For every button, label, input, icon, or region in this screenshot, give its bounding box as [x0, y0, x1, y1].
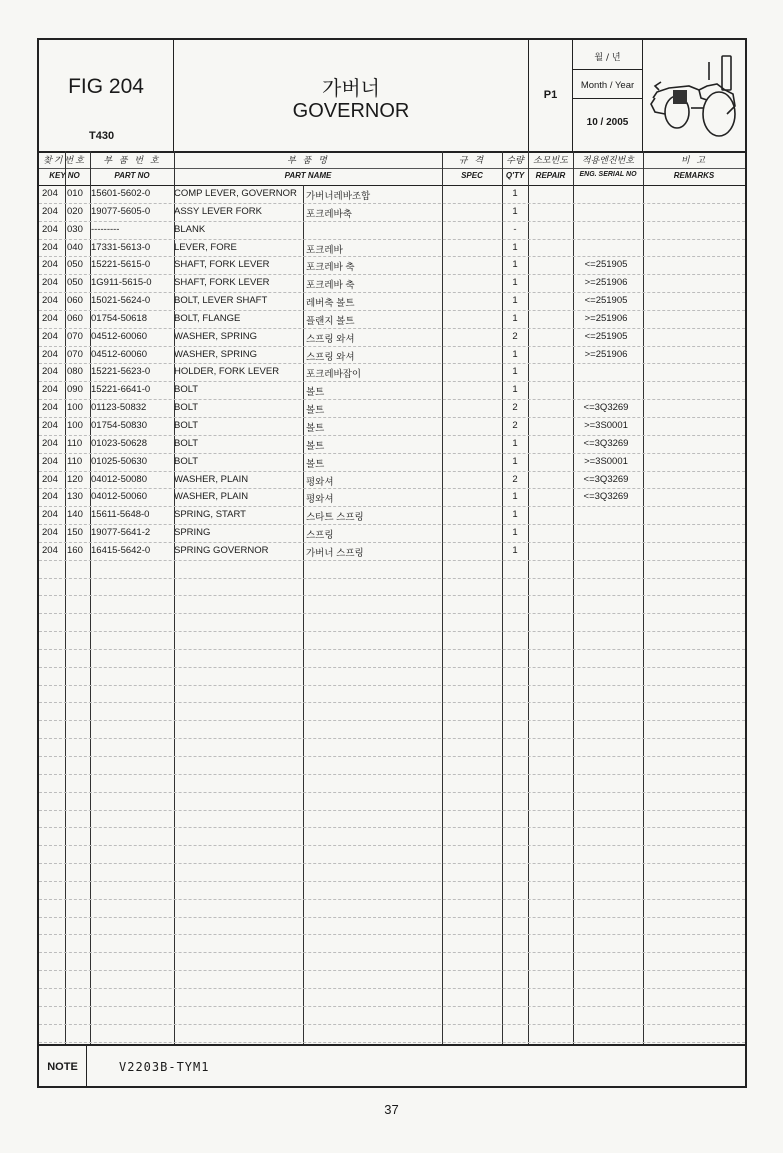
sub-no: 120 — [67, 473, 83, 485]
empty-row — [39, 632, 745, 650]
key-no: 204 — [42, 402, 58, 414]
part-name-korean: 스프링 와셔 — [306, 351, 355, 363]
part-name: BOLT, LEVER SHAFT — [174, 295, 268, 307]
empty-row — [39, 971, 745, 989]
empty-row — [39, 935, 745, 953]
quantity: 1 — [512, 527, 518, 539]
key-no: 204 — [42, 366, 58, 378]
divider — [573, 69, 642, 70]
quantity: 1 — [512, 295, 518, 307]
model-code: T430 — [89, 130, 115, 142]
part-no: 15611-5648-0 — [91, 509, 150, 521]
col-repair: 소모빈도 REPAIR — [533, 156, 568, 180]
part-name-korean: 플랜지 볼트 — [306, 315, 355, 327]
part-no: 15221-5623-0 — [91, 366, 151, 378]
empty-row — [39, 650, 745, 668]
empty-row — [39, 668, 745, 686]
empty-row — [39, 579, 745, 597]
quantity: 1 — [512, 455, 518, 467]
part-name-korean: 볼트 — [306, 387, 325, 399]
note-section — [39, 1044, 745, 1088]
key-no: 204 — [42, 437, 58, 449]
col-part-name: 부 품 명 PART NAME — [284, 156, 332, 180]
sub-no: 040 — [67, 241, 83, 253]
engine-serial: >=251906 — [584, 277, 628, 289]
empty-row — [39, 1007, 745, 1025]
part-name: WASHER, PLAIN — [174, 491, 249, 503]
col-spec: 규 격 SPEC — [458, 156, 486, 180]
key-no: 204 — [42, 259, 58, 271]
part-name-korean: 볼트 — [306, 422, 325, 434]
part-name-korean: 포크레바 축 — [306, 262, 355, 274]
part-name-korean: 포크레바 축 — [306, 280, 355, 292]
empty-row — [39, 864, 745, 882]
title-cell — [174, 40, 529, 151]
part-name: SHAFT, FORK LEVER — [174, 277, 270, 289]
part-name-korean: 볼트 — [306, 440, 325, 452]
sub-no: 110 — [67, 455, 83, 467]
col-key-no: 찾기번호 KEY NO — [43, 156, 86, 180]
part-no: --------- — [91, 223, 120, 235]
key-no: 204 — [42, 419, 58, 431]
empty-row — [39, 721, 745, 739]
key-no: 204 — [42, 384, 58, 396]
quantity: 1 — [512, 491, 518, 503]
title-korean: 가버너 — [322, 76, 380, 100]
part-name-korean: 스프링 와셔 — [306, 333, 355, 345]
part-no: 04512-60060 — [91, 330, 147, 342]
empty-row — [39, 846, 745, 864]
part-no: 15021-5624-0 — [91, 295, 151, 307]
part-name-korean: 포크레바잡이 — [306, 369, 362, 381]
parts-table-body — [39, 186, 745, 1043]
key-no: 204 — [42, 277, 58, 289]
table-row — [39, 489, 745, 507]
quantity: 1 — [512, 544, 518, 556]
part-no: 1G911-5615-0 — [91, 277, 152, 289]
sub-no: 010 — [67, 188, 83, 199]
note-label: NOTE — [39, 1046, 87, 1088]
empty-row — [39, 989, 745, 1007]
sub-no: 030 — [67, 223, 83, 235]
part-no: 15221-6641-0 — [91, 384, 151, 396]
part-name-korean: 볼트 — [306, 458, 325, 470]
quantity: 2 — [512, 473, 518, 485]
empty-row — [39, 703, 745, 721]
key-no: 204 — [42, 455, 58, 467]
part-no: 17331-5613-0 — [91, 241, 151, 253]
col-part-no: 부 품 번 호 PART NO — [103, 156, 161, 180]
sub-no: 050 — [67, 259, 83, 271]
part-name: BOLT — [174, 455, 199, 467]
sub-no: 060 — [67, 295, 83, 307]
table-row — [39, 240, 745, 258]
key-no: 204 — [42, 295, 58, 307]
empty-row — [39, 596, 745, 614]
sub-no: 080 — [67, 366, 83, 378]
sub-no: 020 — [67, 205, 83, 217]
engine-serial: <=3Q3269 — [583, 473, 629, 485]
quantity: 1 — [512, 366, 518, 378]
part-name-korean: 스프링 — [306, 530, 334, 542]
issue-date: 10 / 2005 — [586, 117, 629, 128]
table-row — [39, 257, 745, 275]
table-row — [39, 347, 745, 365]
empty-row — [39, 561, 745, 579]
part-name: SPRING GOVERNOR — [174, 544, 269, 556]
part-no: 04012-50080 — [91, 473, 147, 485]
quantity: 1 — [512, 205, 518, 217]
part-name-korean: 볼트 — [306, 405, 325, 417]
part-no: 15601-5602-0 — [91, 188, 151, 199]
key-no: 204 — [42, 491, 58, 503]
table-row — [39, 311, 745, 329]
col-qty: 수량 Q'TY — [505, 156, 525, 180]
empty-row — [39, 900, 745, 918]
part-name: LEVER, FORE — [174, 241, 237, 253]
key-no: 204 — [42, 527, 58, 539]
table-row — [39, 329, 745, 347]
table-row — [39, 507, 745, 525]
part-name: SHAFT, FORK LEVER — [174, 259, 270, 271]
key-no: 204 — [42, 223, 58, 235]
engine-serial: >=3S0001 — [584, 455, 628, 467]
empty-row — [39, 811, 745, 829]
part-name-korean: 가버너레바조합 — [306, 191, 371, 202]
part-name: SPRING, START — [174, 509, 246, 521]
table-row — [39, 454, 745, 472]
illustration-cell — [643, 40, 745, 151]
empty-row — [39, 918, 745, 936]
key-no: 204 — [42, 348, 58, 360]
sub-no: 090 — [67, 384, 83, 396]
quantity: 1 — [512, 188, 518, 199]
part-no: 19077-5641-2 — [91, 527, 151, 539]
part-name-korean: 포크레바축 — [306, 208, 352, 220]
part-name-korean: 포크레바 — [306, 244, 343, 256]
part-no: 01023-50628 — [91, 437, 147, 449]
part-name: WASHER, PLAIN — [174, 473, 249, 485]
sub-no: 070 — [67, 330, 83, 342]
parts-list-sheet — [37, 38, 747, 1088]
part-no: 01754-50830 — [91, 419, 147, 431]
key-no: 204 — [42, 544, 58, 556]
part-name: BLANK — [174, 223, 206, 235]
table-header — [39, 151, 745, 186]
part-name-korean: 평와셔 — [306, 494, 334, 506]
empty-row — [39, 828, 745, 846]
empty-row — [39, 793, 745, 811]
table-row — [39, 472, 745, 490]
part-name-korean: 평와셔 — [306, 476, 334, 488]
tractor-icon — [647, 50, 741, 142]
sub-no: 130 — [67, 491, 83, 503]
sheet-header — [39, 40, 745, 153]
part-name-korean: 가버너 스프링 — [306, 547, 364, 559]
part-no: 01123-50832 — [91, 402, 147, 414]
part-no: 19077-5605-0 — [91, 205, 151, 217]
engine-serial: <=3Q3269 — [583, 402, 629, 414]
part-name: ASSY LEVER FORK — [174, 205, 262, 217]
title-english: GOVERNOR — [292, 100, 410, 122]
empty-row — [39, 739, 745, 757]
quantity: 1 — [512, 312, 518, 324]
sub-no: 100 — [67, 419, 83, 431]
part-name-korean: 스타트 스프링 — [306, 512, 364, 524]
key-no: 204 — [42, 188, 58, 199]
quantity: - — [513, 223, 517, 235]
quantity: 1 — [512, 277, 518, 289]
engine-serial: <=251905 — [584, 295, 628, 307]
key-no: 204 — [42, 330, 58, 342]
table-row — [39, 222, 745, 240]
month-year-cell — [573, 40, 643, 151]
quantity: 1 — [512, 384, 518, 396]
part-name: WASHER, SPRING — [174, 348, 258, 360]
part-no: 01025-50630 — [91, 455, 147, 467]
table-row — [39, 525, 745, 543]
part-no: 04012-50060 — [91, 491, 147, 503]
part-name-korean: 레버축 볼트 — [306, 298, 355, 310]
page-code: P1 — [543, 89, 558, 101]
key-no: 204 — [42, 205, 58, 217]
engine-serial: <=3Q3269 — [583, 491, 629, 503]
sub-no: 050 — [67, 277, 83, 289]
table-row — [39, 204, 745, 222]
page-number: 37 — [384, 1102, 399, 1117]
note-value: V2203B-TYM1 — [119, 1060, 210, 1074]
empty-row — [39, 1025, 745, 1043]
quantity: 1 — [512, 437, 518, 449]
sub-no: 160 — [67, 544, 83, 556]
sub-no: 070 — [67, 348, 83, 360]
header-divider — [39, 168, 745, 169]
part-name: HOLDER, FORK LEVER — [174, 366, 280, 378]
month-year-label: Month / Year — [580, 80, 635, 91]
part-no: 01754-50618 — [91, 312, 147, 324]
table-row — [39, 364, 745, 382]
engine-serial: >=251906 — [584, 348, 628, 360]
key-no: 204 — [42, 509, 58, 521]
part-no: 04512-60060 — [91, 348, 147, 360]
engine-serial: >=251906 — [584, 312, 628, 324]
part-name: BOLT — [174, 402, 199, 414]
quantity: 2 — [512, 402, 518, 414]
empty-row — [39, 882, 745, 900]
table-row — [39, 275, 745, 293]
part-no: 15221-5615-0 — [91, 259, 151, 271]
part-name: COMP LEVER, GOVERNOR — [174, 188, 297, 199]
table-row — [39, 436, 745, 454]
empty-row — [39, 775, 745, 793]
fig-cell — [39, 40, 174, 151]
engine-serial: <=251905 — [584, 259, 628, 271]
col-remarks: 비 고 REMARKS — [673, 156, 715, 180]
empty-row — [39, 953, 745, 971]
engine-serial: >=3S0001 — [584, 419, 628, 431]
table-row — [39, 186, 745, 204]
engine-serial: <=251905 — [584, 330, 628, 342]
part-name: BOLT — [174, 384, 199, 396]
part-name: WASHER, SPRING — [174, 330, 258, 342]
engine-serial: <=3Q3269 — [583, 437, 629, 449]
key-no: 204 — [42, 241, 58, 253]
sub-no: 140 — [67, 509, 83, 521]
sub-no: 100 — [67, 402, 83, 414]
table-row — [39, 543, 745, 561]
table-row — [39, 418, 745, 436]
sub-no: 110 — [67, 437, 83, 449]
table-row — [39, 293, 745, 311]
sub-no: 150 — [67, 527, 83, 539]
month-year-korean: 월 / 년 — [594, 53, 621, 63]
quantity: 1 — [512, 259, 518, 271]
key-no: 204 — [42, 473, 58, 485]
empty-row — [39, 614, 745, 632]
quantity: 1 — [512, 241, 518, 253]
divider — [573, 98, 642, 99]
quantity: 2 — [512, 419, 518, 431]
empty-row — [39, 757, 745, 775]
quantity: 1 — [512, 509, 518, 521]
part-name: SPRING — [174, 527, 211, 539]
col-serial: 적용엔진번호 ENG. SERIAL NO — [579, 156, 637, 178]
table-row — [39, 400, 745, 418]
empty-row — [39, 686, 745, 704]
part-name: BOLT — [174, 437, 199, 449]
quantity: 1 — [512, 348, 518, 360]
part-name: BOLT — [174, 419, 199, 431]
sub-no: 060 — [67, 312, 83, 324]
part-name: BOLT, FLANGE — [174, 312, 241, 324]
fig-number: FIG 204 — [68, 75, 144, 98]
part-no: 16415-5642-0 — [91, 544, 151, 556]
table-row — [39, 382, 745, 400]
quantity: 2 — [512, 330, 518, 342]
page-cell — [529, 40, 573, 151]
key-no: 204 — [42, 312, 58, 324]
